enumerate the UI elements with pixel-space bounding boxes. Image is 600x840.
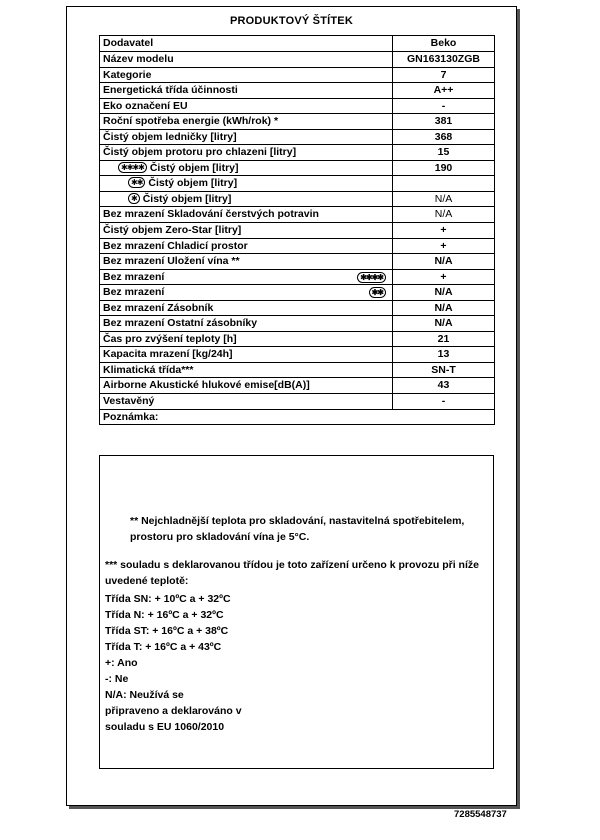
table-row (100, 161, 494, 177)
row-label: Bez mrazení Zásobník (103, 301, 214, 314)
table-row (100, 410, 494, 426)
row-value: N/A (392, 192, 494, 207)
row-value: SN-T (392, 363, 494, 378)
row-label-text: Čistý objem [litry] (142, 192, 232, 205)
row-label: Bez mrazení Uložení vína ** (103, 255, 240, 268)
row-label (118, 161, 405, 176)
document-number: 7285548737 (454, 809, 507, 820)
table-row (100, 145, 494, 161)
climate-class-sn: Třída SN: + 10ºC a + 32ºC (105, 593, 231, 605)
row-value: 7 (392, 68, 494, 83)
table-row (100, 394, 494, 410)
four-star-freezer-icon: ✱✱✱✱ (357, 272, 386, 283)
notes-box (99, 455, 494, 769)
row-label: Čistý objem protoru pro chlazeni [litry] (103, 146, 297, 159)
table-row (100, 239, 494, 255)
legend-na: N/A: Neužívá se (105, 689, 184, 701)
row-label (128, 176, 415, 191)
row-label: Bez mrazení Chladicí prostor (103, 239, 248, 252)
page-title: PRODUKTOVÝ ŠTÍTEK (230, 15, 353, 27)
table-row (100, 285, 494, 301)
row-value: 381 (392, 114, 494, 129)
table-row (100, 378, 494, 394)
row-label: Airborne Akustické hlukové emise[dB(A)] (103, 379, 310, 392)
row-label-text: Bez mrazení (103, 270, 165, 283)
table-row (100, 270, 494, 286)
row-label: Kategorie (103, 68, 152, 81)
row-label (128, 192, 415, 207)
row-value: + (392, 223, 494, 238)
row-value: 15 (392, 145, 494, 160)
legend-minus: -: Ne (105, 673, 129, 685)
table-row (100, 114, 494, 130)
row-value: 21 (392, 332, 494, 347)
row-value: N/A (392, 285, 494, 300)
two-star-freezer-icon: ✱✱ (369, 287, 386, 298)
four-star-freezer-icon: ✱✱✱✱ (118, 162, 147, 173)
table-row (100, 223, 494, 239)
table-row (100, 176, 494, 192)
row-label: Vestavěný (103, 395, 155, 408)
product-table (99, 35, 495, 425)
row-value: N/A (392, 316, 494, 331)
row-label: Dodavatel (103, 37, 154, 49)
two-star-freezer-icon: ✱✱ (128, 177, 145, 188)
note-wine-storage: ** Nejchladnější teplota pro skladování, nastavitelná spotřebitelem, prostoru pro skladování vína je 5°C. (130, 515, 465, 543)
row-value: N/A (392, 254, 494, 269)
row-value: N/A (392, 207, 494, 222)
row-value: + (392, 239, 494, 254)
legend-na-line3: souladu s EU 1060/2010 (105, 721, 225, 733)
row-value: + (392, 270, 494, 285)
row-value: A++ (392, 83, 494, 98)
table-row (100, 130, 494, 146)
table-row (100, 68, 494, 84)
row-value: Beko (392, 36, 494, 51)
row-value: 13 (392, 347, 494, 362)
table-row (100, 301, 494, 317)
legend-plus: +: Ano (105, 657, 138, 669)
table-row (100, 36, 494, 52)
row-label: Roční spotřeba energie (kWh/rok) * (103, 115, 279, 128)
row-label: Poznámka: (103, 410, 159, 423)
table-row (100, 363, 494, 379)
row-label: Bez mrazení Skladování čerstvých potravin (103, 208, 319, 221)
row-value (392, 176, 494, 191)
climate-class-t: Třída T: + 16ºC a + 43ºC (105, 641, 222, 653)
row-label: Čistý objem Zero-Star [litry] (103, 224, 242, 237)
row-label: Název modelu (103, 53, 174, 65)
row-value: 368 (392, 130, 494, 145)
table-row (100, 192, 494, 208)
legend-na-line2: připraveno a deklarováno v (105, 705, 242, 717)
row-value (392, 410, 494, 425)
climate-class-st: Třída ST: + 16ºC a + 38ºC (105, 625, 229, 637)
table-row (100, 99, 494, 115)
row-label: Eko označení EU (103, 99, 188, 112)
row-label: Bez mrazení Ostatní zásobníky (103, 317, 258, 330)
row-value: 43 (392, 378, 494, 393)
row-value: - (392, 394, 494, 409)
product-label-sheet (66, 6, 517, 806)
table-row (100, 52, 494, 68)
row-label: Klimatická třída*** (103, 363, 194, 376)
row-value: - (392, 99, 494, 114)
table-row (100, 347, 494, 363)
row-label: Energetická třída účinnosti (103, 84, 238, 97)
table-row (100, 316, 494, 332)
row-value: 190 (392, 161, 494, 176)
row-value: GN163130ZGB (392, 52, 494, 67)
row-label-text: Čistý objem [litry] (149, 161, 239, 174)
row-label: Čas pro zvýšení teploty [h] (103, 332, 237, 345)
table-row (100, 207, 494, 223)
table-row (100, 83, 494, 99)
row-label: Čistý objem ledničky [litry] (103, 130, 237, 143)
row-value: N/A (392, 301, 494, 316)
row-label-text: Bez mrazení (103, 286, 165, 299)
row-label (103, 285, 390, 300)
climate-class-n: Třída N: + 16ºC a + 32ºC (105, 609, 224, 621)
row-label (103, 270, 390, 285)
note-climate-class: *** souladu s deklarovanou třídou je toto zařízení určeno k provozu při níže uvedené teplotě: (105, 559, 479, 587)
table-row (100, 254, 494, 270)
row-label-text: Čistý objem [litry] (148, 177, 238, 190)
one-star-freezer-icon: ✱ (128, 193, 140, 204)
row-label: Kapacita mrazení [kg/24h] (103, 348, 233, 361)
table-row (100, 332, 494, 348)
